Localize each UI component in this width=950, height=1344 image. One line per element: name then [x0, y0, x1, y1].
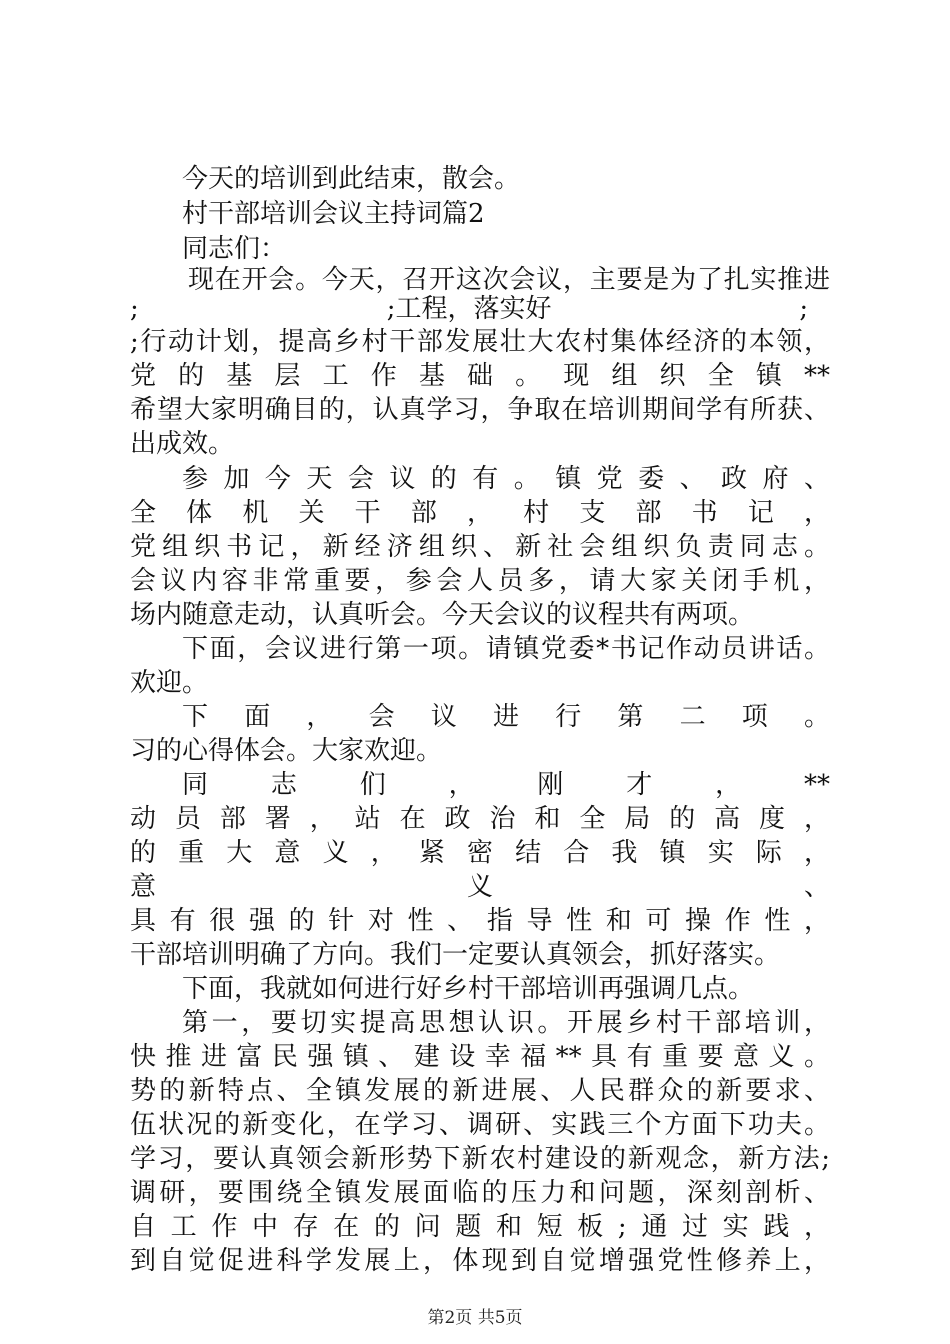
text-line: 会议内容非常重要，参会人员多，请大家关闭手机，	[130, 566, 830, 596]
text-line: 习的心得体会。大家欢迎。	[130, 736, 443, 766]
text-line: 第一，要切实提高思想认识。开展乡村干部培训，	[182, 1008, 830, 1038]
page-number-footer: 第2页 共5页	[427, 1308, 523, 1328]
text-line: 意义、	[130, 872, 830, 902]
text-line: ;行动计划，提高乡村干部发展壮大农村集体经济的本领，	[130, 327, 830, 357]
text-line: 具有很强的针对性、指导性和可操作性，	[130, 906, 830, 936]
text-line: 下面，我就如何进行好乡村干部培训再强调几点。	[182, 974, 755, 1004]
text-line: 下面，会议进行第二项。	[182, 702, 830, 732]
text-line: 出成效。	[130, 429, 235, 459]
text-line: 快推进富民强镇、建设幸福**具有重要意义。	[130, 1042, 830, 1072]
text-line: 希望大家明确目的，认真学习，争取在培训期间学有所获、	[130, 395, 830, 425]
text-line: 全体机关干部，村支部书记，	[130, 498, 830, 528]
text-line: 势的新特点、全镇发展的新进展、人民群众的新要求、	[130, 1076, 830, 1106]
text-line: 欢迎。	[130, 668, 209, 698]
text-line: 参加今天会议的有。镇党委、政府、	[182, 464, 830, 494]
text-line: 党的基层工作基础。现组织全镇**	[130, 361, 830, 391]
text-line: 到自觉促进科学发展上，体现到自觉增强党性修养上，	[130, 1246, 830, 1276]
text-line: 的重大意义，紧密结合我镇实际，	[130, 838, 830, 868]
text-line: 下面，会议进行第一项。请镇党委*书记作动员讲话。	[182, 634, 830, 664]
text-line: 干部培训明确了方向。我们一定要认真领会，抓好落实。	[130, 940, 781, 970]
text-line: 伍状况的新变化，在学习、调研、实践三个方面下功夫。	[130, 1110, 830, 1140]
text-line: 自工作中存在的问题和短板;通过实践，	[130, 1212, 830, 1242]
section-heading: 村干部培训会议主持词篇2	[182, 199, 485, 229]
text-line: 同志们，刚才，**	[182, 770, 830, 800]
text-line-with-blanks: ; ;工程，落实好 ;	[130, 294, 809, 324]
text-line: 学习，要认真领会新形势下新农村建设的新观念，新方法;	[130, 1144, 830, 1174]
text-line: 现在开会。今天，召开这次会议，主要是为了扎实推进	[188, 265, 830, 295]
text-line: 场内随意走动，认真听会。今天会议的议程共有两项。	[130, 600, 755, 630]
text-line: 调研，要围绕全镇发展面临的压力和问题，深刻剖析、	[130, 1178, 830, 1208]
text-line: 今天的培训到此结束，散会。	[182, 164, 521, 194]
text-line: 动员部署，站在政治和全局的高度，	[130, 804, 830, 834]
text-line: 党组织书记，新经济组织、新社会组织负责同志。	[130, 532, 830, 562]
salutation: 同志们：	[182, 234, 287, 264]
